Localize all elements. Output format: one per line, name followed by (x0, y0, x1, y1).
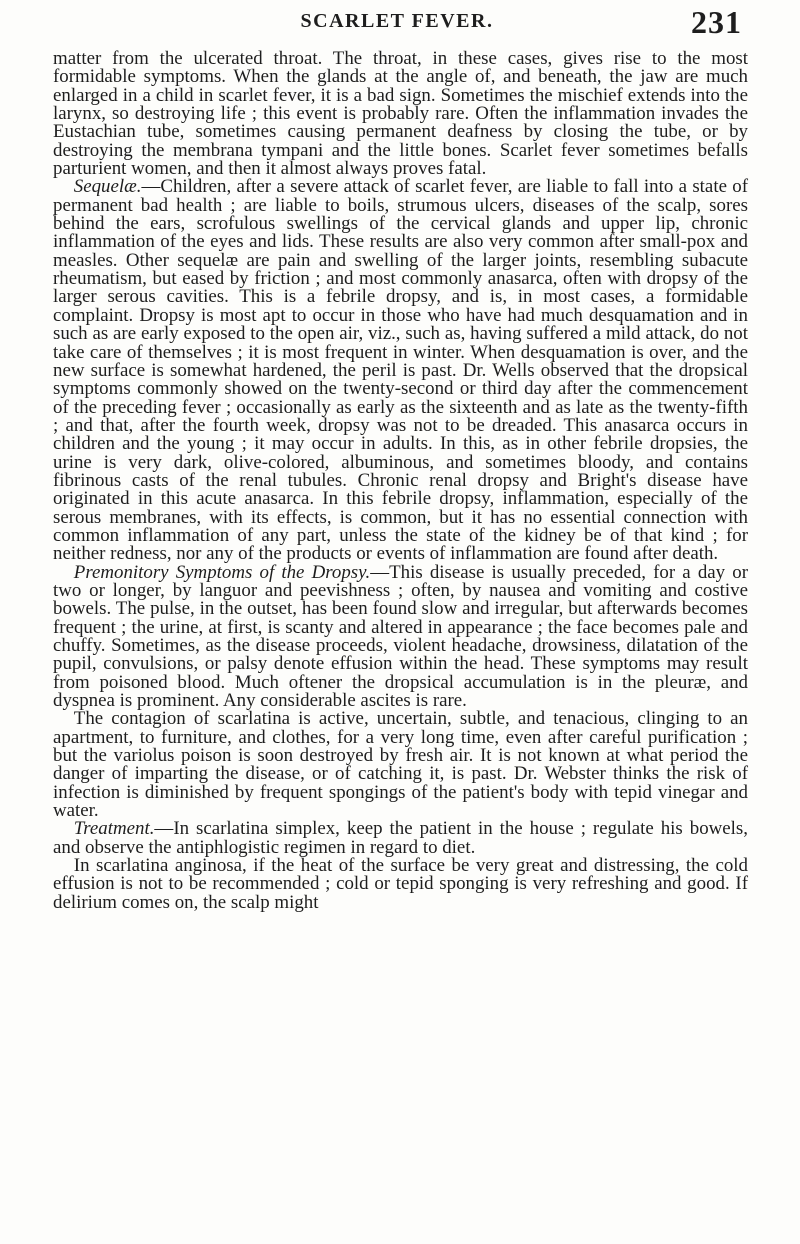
running-title: SCARLET FEVER. (300, 10, 494, 32)
paragraph-premonitory (53, 561, 748, 712)
paragraph-text: —In scarlatina simplex, keep the patient in the house ; regulate his bowels, and observe the antiphlogistic regimen in regard to diet. (53, 818, 748, 858)
section-heading-premonitory: Premonitory Symptoms of the Dropsy. (73, 561, 371, 583)
section-heading-sequelae: Sequelæ. (73, 176, 142, 198)
page-header (52, 4, 742, 48)
paragraph-throat (53, 50, 748, 178)
paragraph-contagion (53, 710, 748, 820)
paragraph-treatment (53, 820, 748, 857)
paragraph-sequelae (53, 178, 748, 563)
paragraph-text: —This disease is usually preceded, for a day or two or longer, by languor and peevishness ; often, by nausea and vomiting and costive bowels. The pulse, in the outset, has been found slow and irregular, but afterwards becomes frequent ; the urine, at first, is scanty and altered in appearance ; the face becomes pale and chuffy. Sometimes, as the disease proceeds, violent headache, drowsiness, dilatation of the pupil, convulsions, or palsy denote effusion within the head. These symptoms may result from poisoned blood. Much oftener the dropsical accumulation is in the pleuræ, and dyspnea is prominent. Any considerable ascites is rare. (53, 561, 748, 712)
paragraph-text: —Children, after a severe attack of scarlet fever, are liable to fall into a state of permanent bad health ; are liable to boils, strumous ulcers, diseases of the scalp, sores behind the ears, scrofulous swellings of the cervical glands and upper lip, chronic inflammation of the eyes and lids. These results are also very common after small-pox and measles. Other sequelæ are pain and swelling of the larger joints, resembling subacute rheumatism, but eased by friction ; and most commonly anasarca, often with dropsy of the larger serous cavities. This is a febrile dropsy, and is, in most cases, a formidable complaint. Dropsy is most apt to occur in those who have had much desquamation and in such as are early exposed to the open air, viz., such as, having suffered a mild attack, do not take care of themselves ; it is most frequent in winter. When desquamation is over, and the new surface is somewhat hardened, the peril is past. Dr. Wells observed that the dropsical symptoms commonly showed on the twenty-second or third day after the commencement of the preceding fever ; occasionally as early as the sixteenth and as late as the twenty-fifth ; and that, after the fourth week, dropsy was not to be dreaded. This anasarca occurs in children and the young ; it may occur in adults. In this, as in other febrile dropsies, the urine is very dark, olive-colored, albuminous, and sometimes bloody, and contains fibrinous casts of the renal tubules. Chronic renal dropsy and Bright's disease have originated in this acute anasarca. In this febrile dropsy, inflammation, especially of the serous membranes, with its effects, is common, but it has no essential connection with common inflammation of any part, unless the state of the kidney be of that kind ; for neither redness, nor any of the products or events of inflammation are found after death. (53, 176, 748, 565)
page-number: 231 (691, 4, 742, 40)
paragraph-text: In scarlatina anginosa, if the heat of the surface be very great and distressing, the cold effusion is not to be recommended ; cold or tepid sponging is very refreshing and good. If delirium comes on, the scalp might (53, 855, 748, 913)
section-heading-treatment: Treatment. (73, 818, 155, 840)
paragraph-text: The contagion of scarlatina is active, uncertain, subtle, and tenacious, clinging to an apartment, to furniture, and clothes, for a very long time, even after careful purification ; but the variolus poison is soon destroyed by fresh air. It is not known at what period the danger of imparting the disease, or of catching it, is past. Dr. Webster thinks the risk of infection is diminished by frequent spongings of the patient's body with tepid vinegar and water. (53, 708, 748, 822)
body-text (53, 50, 748, 912)
paragraph-anginosa (53, 857, 748, 912)
paragraph-text: matter from the ulcerated throat. The throat, in these cases, gives rise to the most formidable symptoms. When the glands at the angle of, and beneath, the jaw are much enlarged in a child in scarlet fever, it is a bad sign. Sometimes the mischief extends into the larynx, so destroying life ; this event is probably rare. Often the inflammation invades the Eustachian tube, sometimes causing permanent deafness by closing the tube, or by destroying the membrana tympani and the little bones. Scarlet fever sometimes befalls parturient women, and then it almost always proves fatal. (53, 48, 748, 180)
